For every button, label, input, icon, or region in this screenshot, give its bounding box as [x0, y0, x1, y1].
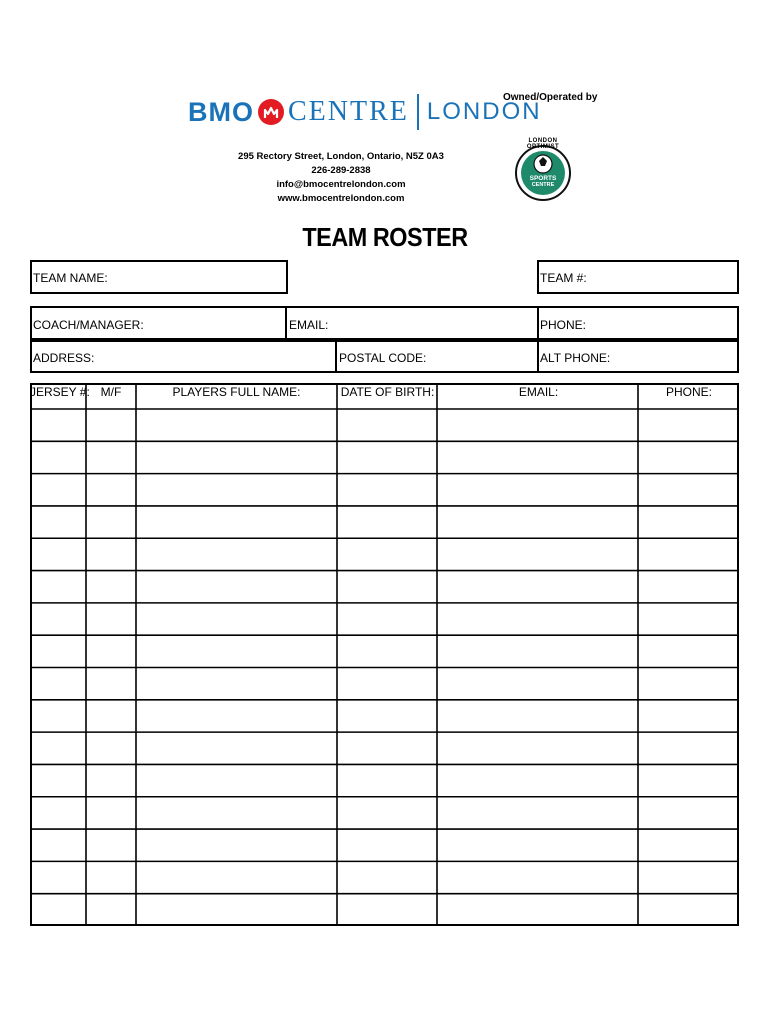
cell-phone[interactable] [639, 669, 738, 699]
cell-dob[interactable] [338, 862, 436, 892]
cell-name[interactable] [137, 442, 336, 472]
cell-email[interactable] [438, 895, 637, 925]
cell-dob[interactable] [338, 604, 436, 634]
cell-email[interactable] [438, 636, 637, 666]
cell-jersey[interactable] [31, 669, 85, 699]
address-line: 295 Rectory Street, London, Ontario, N5Z 0A3 [238, 151, 444, 162]
cell-name[interactable] [137, 701, 336, 731]
cell-phone[interactable] [639, 572, 738, 602]
cell-email[interactable] [438, 765, 637, 795]
cell-dob[interactable] [338, 442, 436, 472]
badge-text-sports: SPORTS [529, 175, 557, 182]
cell-name[interactable] [137, 765, 336, 795]
coach-phone-field[interactable] [540, 308, 737, 338]
coach-phone-label: PHONE: [540, 318, 587, 332]
logo-text-centre: CENTRE [288, 96, 409, 127]
cell-email[interactable] [438, 539, 637, 569]
cell-gender[interactable] [87, 442, 135, 472]
badge-text-centre: CENTRE [531, 182, 555, 188]
coach-email-field[interactable] [288, 308, 536, 338]
coach-row-divider [285, 306, 287, 340]
cell-dob[interactable] [338, 895, 436, 925]
cell-phone[interactable] [639, 798, 738, 828]
cell-phone[interactable] [639, 507, 738, 537]
cell-jersey[interactable] [31, 475, 85, 505]
cell-jersey[interactable] [31, 830, 85, 860]
cell-email[interactable] [438, 830, 637, 860]
coach-field[interactable] [32, 308, 284, 338]
cell-name[interactable] [137, 636, 336, 666]
logo-text-bmo: BMO [188, 96, 254, 127]
team-number-label: TEAM #: [540, 271, 587, 285]
cell-phone[interactable] [639, 765, 738, 795]
cell-email[interactable] [438, 798, 637, 828]
cell-gender[interactable] [87, 830, 135, 860]
coach-email-label: EMAIL: [289, 318, 329, 332]
cell-phone[interactable] [639, 895, 738, 925]
cell-gender[interactable] [87, 765, 135, 795]
cell-jersey[interactable] [31, 442, 85, 472]
cell-dob[interactable] [338, 539, 436, 569]
cell-name[interactable] [137, 669, 336, 699]
cell-jersey[interactable] [31, 636, 85, 666]
cell-phone[interactable] [639, 862, 738, 892]
column-header-name: PLAYERS FULL NAME: [172, 385, 301, 399]
cell-email[interactable] [438, 701, 637, 731]
cell-dob[interactable] [338, 733, 436, 763]
cell-phone[interactable] [639, 442, 738, 472]
logo-text-london: LONDON [426, 98, 542, 125]
cell-jersey[interactable] [31, 733, 85, 763]
coach-row-divider [537, 306, 539, 340]
cell-gender[interactable] [87, 507, 135, 537]
postal-code-field[interactable] [338, 342, 536, 371]
bmo-centre-logo [188, 90, 542, 134]
alt-phone-field[interactable] [540, 342, 737, 371]
cell-gender[interactable] [87, 539, 135, 569]
cell-gender[interactable] [87, 410, 135, 440]
cell-gender[interactable] [87, 669, 135, 699]
cell-phone[interactable] [639, 830, 738, 860]
cell-email[interactable] [438, 475, 637, 505]
cell-name[interactable] [137, 733, 336, 763]
cell-jersey[interactable] [31, 572, 85, 602]
owned-by-label: Owned/Operated by [503, 92, 598, 103]
cell-email[interactable] [438, 669, 637, 699]
postal-code-label: POSTAL CODE: [339, 351, 427, 365]
cell-name[interactable] [137, 410, 336, 440]
cell-phone[interactable] [639, 604, 738, 634]
address-label: ADDRESS: [33, 351, 95, 365]
web-line: info@bmocentrelondon.com www.bmocentrelondon.com [276, 179, 406, 204]
cell-dob[interactable] [338, 765, 436, 795]
cell-email[interactable] [438, 604, 637, 634]
london-optimist-badge [514, 114, 572, 202]
badge-top-text: LONDON OPTIMIST [526, 138, 560, 150]
column-header-email: EMAIL: [518, 385, 559, 399]
address-row-divider [537, 340, 539, 373]
cell-dob[interactable] [338, 798, 436, 828]
cell-gender[interactable] [87, 701, 135, 731]
cell-name[interactable] [137, 895, 336, 925]
cell-gender[interactable] [87, 604, 135, 634]
cell-jersey[interactable] [31, 604, 85, 634]
cell-email[interactable] [438, 733, 637, 763]
address-field[interactable] [32, 342, 334, 371]
cell-dob[interactable] [338, 572, 436, 602]
cell-name[interactable] [137, 830, 336, 860]
cell-phone[interactable] [639, 733, 738, 763]
cell-jersey[interactable] [31, 765, 85, 795]
cell-jersey[interactable] [31, 895, 85, 925]
cell-phone[interactable] [639, 701, 738, 731]
cell-name[interactable] [137, 507, 336, 537]
cell-jersey[interactable] [31, 507, 85, 537]
cell-dob[interactable] [338, 830, 436, 860]
cell-dob[interactable] [338, 701, 436, 731]
cell-gender[interactable] [87, 572, 135, 602]
column-header-phone: PHONE: [665, 385, 712, 399]
cell-name[interactable] [137, 475, 336, 505]
cell-dob[interactable] [338, 669, 436, 699]
cell-gender[interactable] [87, 862, 135, 892]
cell-jersey[interactable] [31, 410, 85, 440]
column-header-jersey: JERSEY #: [30, 385, 90, 399]
cell-gender[interactable] [87, 733, 135, 763]
logo-divider [417, 94, 419, 130]
page-title: TEAM ROSTER [302, 222, 468, 252]
cell-dob[interactable] [338, 475, 436, 505]
cell-gender[interactable] [87, 475, 135, 505]
cell-phone[interactable] [639, 475, 738, 505]
cell-email[interactable] [438, 410, 637, 440]
cell-name[interactable] [137, 798, 336, 828]
bmo-roundel-icon [258, 99, 284, 125]
cell-gender[interactable] [87, 636, 135, 666]
cell-email[interactable] [438, 862, 637, 892]
column-header-dob: DATE OF BIRTH: [340, 385, 435, 399]
cell-dob[interactable] [338, 410, 436, 440]
team-name-label: TEAM NAME: [33, 271, 108, 285]
coach-label: COACH/MANAGER: [33, 318, 144, 332]
cell-jersey[interactable] [31, 862, 85, 892]
cell-email[interactable] [438, 507, 637, 537]
address-row-divider [335, 340, 337, 373]
cell-email[interactable] [438, 442, 637, 472]
cell-name[interactable] [137, 604, 336, 634]
cell-jersey[interactable] [31, 701, 85, 731]
phone-line: 226-289-2838 [311, 165, 371, 176]
cell-email[interactable] [438, 572, 637, 602]
cell-phone[interactable] [639, 539, 738, 569]
cell-name[interactable] [137, 572, 336, 602]
cell-gender[interactable] [87, 895, 135, 925]
cell-gender[interactable] [87, 798, 135, 828]
cell-dob[interactable] [338, 507, 436, 537]
cell-name[interactable] [137, 862, 336, 892]
cell-name[interactable] [137, 539, 336, 569]
alt-phone-label: ALT PHONE: [540, 351, 611, 365]
cell-phone[interactable] [639, 636, 738, 666]
column-header-gender: M/F [100, 385, 122, 399]
cell-phone[interactable] [639, 410, 738, 440]
cell-jersey[interactable] [31, 798, 85, 828]
cell-jersey[interactable] [31, 539, 85, 569]
cell-dob[interactable] [338, 636, 436, 666]
